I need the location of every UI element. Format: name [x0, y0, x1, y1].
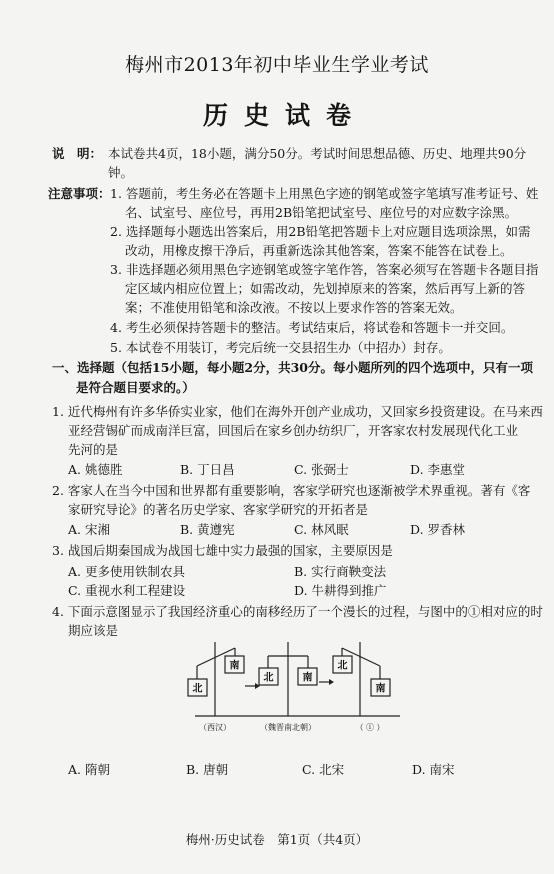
q4-stem-line1: 4. 下面示意图显示了我国经济重心的南移经历了一个漫长的过程，与图中的①相对应的时 [52, 604, 543, 619]
q4-option-b: B. 唐朝 [186, 762, 229, 777]
note-1-line1: 1. 答题前，考生务必在答题卡上用黑色字迹的钢笔或签字笔填写准考证号、姓 [110, 186, 539, 201]
explain-text-line2: 钟。 [108, 165, 134, 180]
explain-label: 说 明： [52, 146, 103, 161]
q2-option-a: A. 宋湘 [68, 522, 110, 537]
q3-option-b: B. 实行商鞅变法 [294, 564, 387, 579]
q2-stem-line1: 2. 客家人在当今中国和世界都有重要影响，客家学研究也逐渐被学术界重视。著有《客 [52, 483, 531, 498]
scale1-south-label: 南 [229, 660, 240, 672]
notes-label: 注意事项： [48, 186, 111, 201]
scale3-north-label: 北 [337, 660, 348, 672]
q4-option-c: C. 北宋 [302, 762, 345, 777]
note-4: 4. 考生必须保持答题卡的整洁。考试结束后，将试卷和答题卡一并交回。 [110, 320, 514, 335]
q2-option-b: B. 黄遵宪 [180, 522, 235, 537]
q3-option-c: C. 重视水利工程建设 [68, 583, 186, 598]
q4-stem-line2: 期应该是 [68, 623, 119, 638]
scale2-south-label: 南 [302, 672, 313, 684]
note-1-line2: 名、试室号、座位号，再用2B铅笔把试室号、座位号的对应数字涂黑。 [125, 205, 518, 220]
q2-option-c: C. 林风眠 [294, 522, 349, 537]
page-footer: 梅州·历史试卷 第1页（共4页） [185, 832, 369, 847]
note-3-line3: 案；不准使用铅笔和涂改液。不按以上要求作答的答案无效。 [125, 300, 463, 315]
note-3-line2: 定区域内相应位置上；如需改动，先划掉原来的答案，然后再写上新的答 [125, 281, 526, 296]
era-label-xihan: （西汉） [199, 723, 231, 732]
q1-option-d: D. 李惠堂 [410, 462, 466, 477]
exam-title: 梅州市2013年初中毕业生学业考试 [125, 54, 429, 76]
explain-text-line1: 本试卷共4页，18小题，满分50分。考试时间思想品德、历史、地理共90分 [108, 146, 527, 161]
q4-option-a: A. 隋朝 [68, 762, 110, 777]
q1-stem-line1: 1. 近代梅州有许多华侨实业家，他们在海外开创产业成功，又回家乡投资建设。在马来西 [52, 404, 543, 419]
era-label-unknown: （ ① ） [355, 723, 385, 732]
era-label-weijin: （魏晋南北朝） [260, 723, 316, 732]
note-2-line2: 改动，用橡皮擦干净后，再重新选涂其他答案，答案不能答在试卷上。 [125, 243, 513, 258]
q2-option-d: D. 罗香林 [410, 522, 466, 537]
q3-stem: 3. 战国后期秦国成为战国七雄中实力最强的国家，主要原因是 [52, 543, 393, 558]
note-2-line1: 2. 选择题每小题选出答案后，用2B铅笔把答题卡上对应题目选项涂黑，如需 [110, 224, 531, 239]
section1-heading-line2: 是符合题目要求的。） [76, 380, 195, 395]
note-3-line1: 3. 非选择题必须用黑色字迹钢笔或签字笔作答，答案必须写在答题卡各题目指 [110, 262, 539, 277]
section1-heading-line1: 一、选择题（包括15小题，每小题2分，共30分。每小题所列的四个选项中，只有一项 [52, 360, 533, 375]
q2-stem-line2: 家研究导论》的著名历史学家、客家学研究的开拓者是 [68, 502, 369, 517]
exam-subtitle: 历史试卷 [202, 101, 367, 130]
q1-option-a: A. 姚德胜 [68, 462, 123, 477]
q3-option-d: D. 牛耕得到推广 [294, 583, 387, 598]
note-5: 5. 本试卷不用装订，考完后统一交县招生办（中招办）封存。 [110, 340, 451, 355]
q4-option-d: D. 南宋 [412, 762, 455, 777]
scale2-north-label: 北 [263, 672, 274, 684]
q1-stem-line2: 亚经营锡矿而成南洋巨富，回国后在家乡创办纺织厂，开客家农村发展现代化工业 [68, 423, 519, 438]
scale1-north-label: 北 [192, 683, 203, 695]
scale3-beam [342, 648, 380, 666]
scale3-south-label: 南 [375, 683, 386, 695]
q3-option-a: A. 更多使用铁制农具 [68, 564, 185, 579]
economic-center-diagram [185, 636, 410, 736]
q1-stem-line3: 先河的是 [68, 442, 119, 457]
q1-option-b: B. 丁日昌 [180, 462, 235, 477]
q1-option-c: C. 张弼士 [294, 462, 349, 477]
